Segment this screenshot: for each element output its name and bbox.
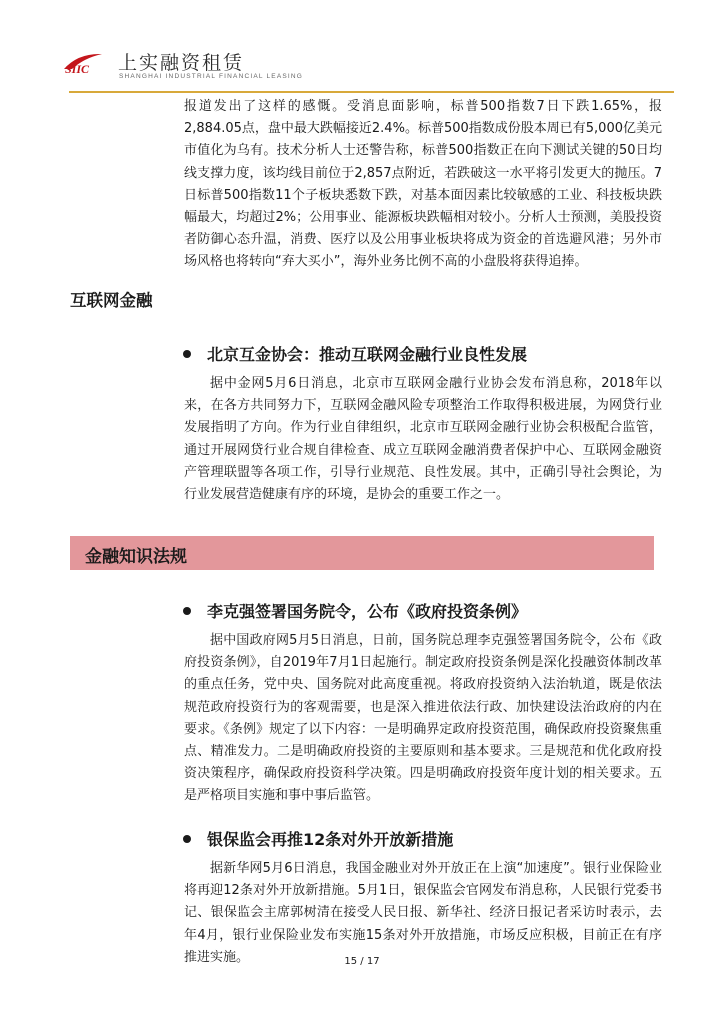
svg-text:SIIC: SIIC <box>65 62 90 76</box>
article-body-government-investment: 据中国政府网5月5日消息，日前，国务院总理李克强签署国务院令，公布《政府投资条例》，自2019年7月1日起施行。制定政府投资条例是深化投融资体制改革的重点任务，党中央、国务院对此高度重视。将政府投资纳入法治轨道，既是依法规范政府投资行为的客观需要，也是深入推进依法行政、加快建设法治政府的内在要求。《条例》规定了以下内容：一是明确界定政府投资范围，确保政府投资聚焦重点、精准发力。二是明确政府投资的主要原则和基本要求。三是规范和优化政府投资决策程序，确保政府投资科学决策。四是明确政府投资年度计划的相关要求。五是严格项目实施和事中事后监管。 <box>184 633 662 804</box>
section-title-internet-finance: 互联网金融 <box>70 291 153 310</box>
page-number: 15 / 17 <box>344 956 380 967</box>
bullet-icon <box>183 350 191 358</box>
brand-subtitle: SHANGHAI INDUSTRIAL FINANCIAL LEASING <box>119 73 304 80</box>
page-header <box>0 0 724 94</box>
article-title-text: 北京互金协会：推动互联网金融行业良性发展 <box>207 345 528 364</box>
article-title-cbirc-opening <box>183 827 453 850</box>
article-title-beijing-association <box>183 342 527 365</box>
article-title-text: 银保监会再推12条对外开放新措施 <box>207 830 454 849</box>
bullet-icon <box>183 607 191 615</box>
header-divider <box>69 91 674 93</box>
article-title-text: 李克强签署国务院令，公布《政府投资条例》 <box>207 602 528 621</box>
bullet-icon <box>183 835 191 843</box>
article-body-beijing-association: 据中金网5月6日消息，北京市互联网金融行业协会发布消息称，2018年以来，在各方共同努力下，互联网金融风险专项整治工作取得积极进展，为网贷行业发展指明了方向。作为行业自律组织，北京市互联网金融行业协会积极配合监管，通过开展网贷行业合规自律检查、成立互联网金融消费者保护中心、互联网金融资产管理联盟等各项工作，引导行业规范、良性发展。其中，正确引导社会舆论，为行业发展营造健康有序的环境，是协会的重要工作之一。 <box>184 376 662 503</box>
brand-name: 上实融资租赁 <box>118 52 245 74</box>
article-body-cbirc-opening: 据新华网5月6日消息，我国金融业对外开放正在上演“加速度”。银行业保险业将再迎12条对外开放新措施。5月1日，银保监会官网发布消息称，人民银行党委书记、银保监会主席郭树清在接受人民日报、新华社、经济日报记者采访时表示，去年4月，银行业保险业发布实施15条对外开放措施，市场反应积极，目前正在有序推进实施。 <box>184 861 662 965</box>
intro-paragraph: 报道发出了这样的感慨。受消息面影响，标普500指数7日下跌1.65%，报2,884.05点，盘中最大跌幅接近2.4%。标普500指数成份股本周已有5,000亿美元市值化为乌有。技术分析人士还警告称，标普500指数正在向下测试关键的50日均线支撑力度，该均线目前位于2,857点附近，若跌破这一水平将引发更大的抛压。7日标普500指数11个子板块悉数下跌，对基本面因素比较敏感的工业、科技板块跌幅最大，均超过2%；公用事业、能源板块跌幅相对较小。分析人士预测，美股投资者防御心态升温，消费、医疗以及公用事业板块将成为资金的首选避风港；另外市场风格也将转向“弃大买小”，海外业务比例不高的小盘股将获得追捧。 <box>184 99 662 270</box>
siic-logo <box>62 50 108 76</box>
section-title-finance-law: 金融知识法规 <box>85 547 187 567</box>
article-title-government-investment <box>183 599 527 622</box>
